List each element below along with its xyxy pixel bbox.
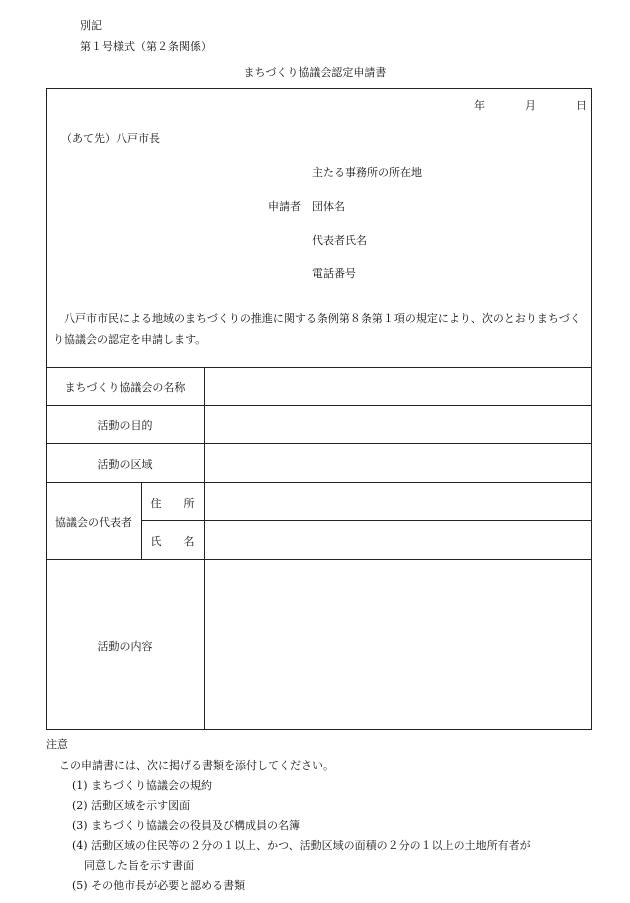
date-year: 年	[474, 99, 485, 112]
activities-label: 活動の内容	[97, 640, 153, 653]
notes-item: (1) まちづくり協議会の規約	[72, 779, 212, 792]
group-name-label: 団体名	[312, 200, 345, 213]
notes-item: (4) 活動区域の住民等の２分の１以上、かつ、活動区域の面積の２分の１以上の土地所有者が	[72, 839, 531, 852]
application-form	[46, 88, 592, 730]
representative-label: 協議会の代表者	[55, 516, 132, 529]
table-top-rule	[46, 367, 592, 368]
annex-label: 別記	[80, 19, 102, 32]
date-month: 月	[525, 99, 536, 112]
notes-item: (3) まちづくり協議会の役員及び構成員の名簿	[72, 819, 300, 832]
address-label: 住 所	[150, 497, 195, 510]
addressee: （あて先）八戸市長	[61, 132, 160, 145]
notes-item: (5) その他市長が必要と認める書類	[72, 879, 246, 892]
table-row-rule	[46, 559, 592, 560]
office-address-label: 主たる事務所の所在地	[312, 166, 422, 179]
table-column-rule	[204, 367, 205, 730]
table-row-rule	[46, 405, 592, 406]
table-row-rule	[46, 443, 592, 444]
representative-name-label: 代表者氏名	[312, 234, 367, 247]
table-row-rule	[46, 482, 592, 483]
phone-label: 電話番号	[312, 267, 356, 280]
date-day: 日	[576, 99, 587, 112]
form-number: 第１号様式（第２条関係）	[80, 40, 212, 53]
council-name-label: まちづくり協議会の名称	[64, 381, 186, 394]
notes-heading: 注意	[46, 738, 68, 751]
notes-intro: この申請書には、次に掲げる書類を添付してください。	[59, 759, 334, 772]
area-label: 活動の区域	[97, 458, 153, 471]
form-title: まちづくり協議会認定申請書	[243, 66, 387, 79]
application-statement: 八戸市市民による地域のまちづくりの推進に関する条例第８条第１項の規定により、次のとおりまちづくり協議会の認定を申請します。	[53, 312, 581, 346]
table-row-rule	[141, 520, 592, 521]
applicant-label: 申請者	[268, 200, 301, 213]
notes-item-continued: 同意した旨を示す書面	[84, 859, 194, 872]
purpose-label: 活動の目的	[97, 419, 153, 432]
name-label: 氏 名	[150, 535, 195, 548]
notes-item: (2) 活動区域を示す図面	[72, 799, 191, 812]
